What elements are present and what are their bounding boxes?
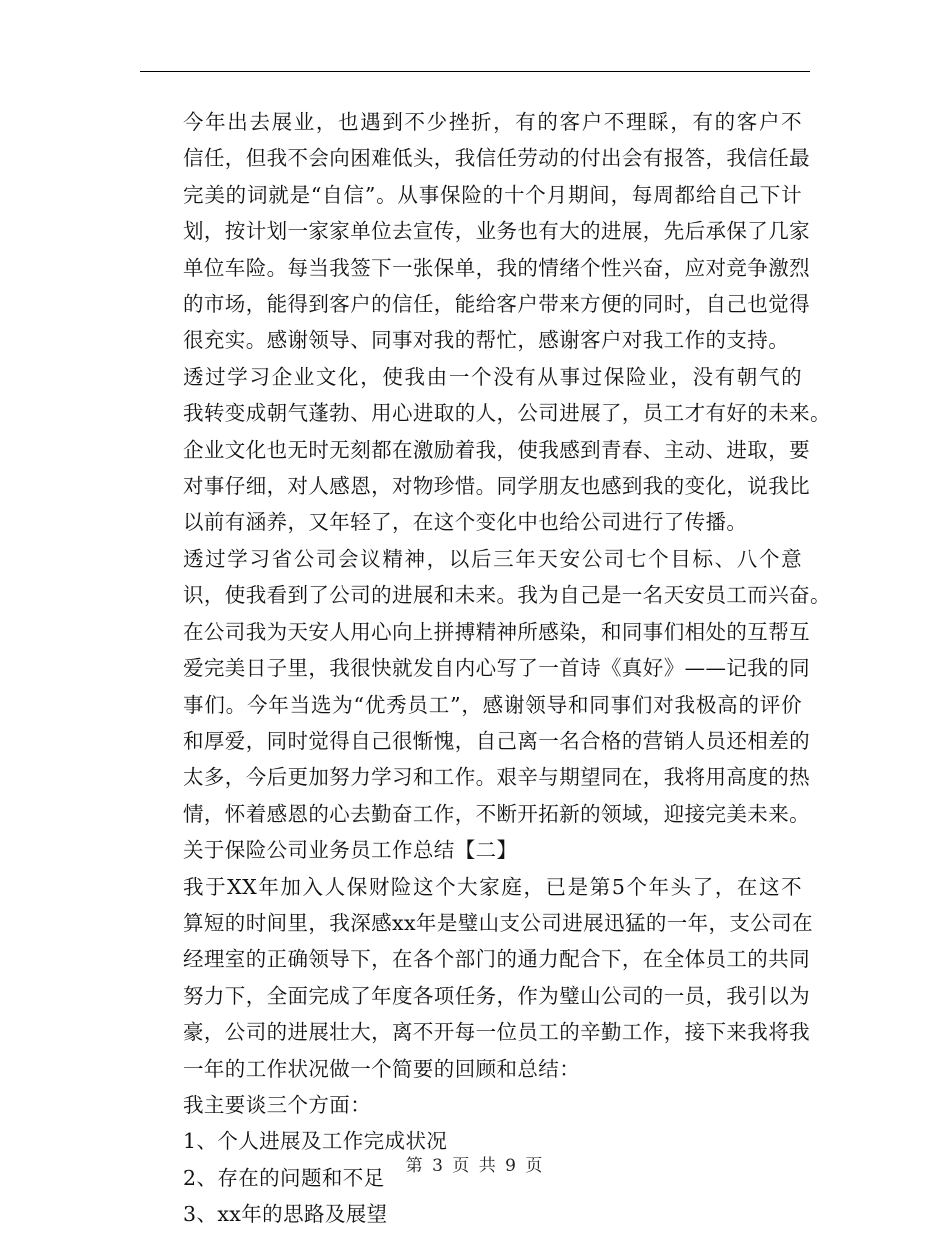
paragraph-line: 算短的时间里，我深感xx年是璧山支公司进展迅猛的一年，支公司在	[183, 910, 814, 935]
paragraph-line: 的市场，能得到客户的信任，能给客户带来方便的同时，自己也觉得	[183, 292, 810, 317]
paragraph-line: 太多，今后更加努力学习和工作。艰辛与期望同在，我将用高度的热	[183, 765, 810, 790]
paragraph-line: 识，使我看到了公司的进展和未来。我为自己是一名天安员工而兴奋。	[183, 583, 831, 608]
header-rule	[140, 71, 810, 72]
paragraph	[142, 1087, 802, 1123]
paragraph-line: 划，按计划一家家单位去宣传，业务也有大的进展，先后承保了几家	[183, 219, 810, 244]
paragraph-line: 情，怀着感恩的心去勤奋工作，不断开拓新的领域，迎接完美未来。	[183, 801, 810, 826]
paragraph-container	[142, 104, 831, 1123]
paragraph-line: 豪，公司的进展壮大，离不开每一位员工的辛勤工作，接下来我将我	[183, 1020, 810, 1045]
paragraph-line: 透过学习省公司会议精神，以后三年天安公司七个目标、八个意	[183, 546, 802, 571]
list-item: 2、存在的问题和不足	[183, 1165, 385, 1190]
document-body	[142, 104, 831, 1233]
paragraph-line: 和厚爱，同时觉得自己很惭愧，自己离一名合格的营销人员还相差的	[183, 728, 810, 753]
paragraph	[142, 832, 802, 868]
paragraph-line: 信任，但我不会向困难低头，我信任劳动的付出会有报答，我信任最	[183, 146, 810, 171]
paragraph-line: 我主要谈三个方面：	[183, 1092, 372, 1117]
paragraph-line: 对事仔细，对人感恩，对物珍惜。同学朋友也感到我的变化，说我比	[183, 474, 810, 499]
paragraph-line: 企业文化也无时无刻都在激励着我，使我感到青春、主动、进取，要	[183, 437, 810, 462]
paragraph-line: 在公司我为天安人用心向上拼搏精神所感染，和同事们相处的互帮互	[183, 619, 810, 644]
paragraph-line: 透过学习企业文化，使我由一个没有从事过保险业，没有朝气的	[183, 364, 802, 389]
paragraph-line: 爱完美日子里，我很快就发自内心写了一首诗《真好》——记我的同	[183, 656, 810, 681]
topic-list	[142, 1123, 802, 1232]
list-item: 3、xx年的思路及展望	[183, 1202, 388, 1227]
paragraph	[142, 359, 831, 541]
paragraph-line: 关于保险公司业务员工作总结【二】	[183, 838, 518, 863]
paragraph-line: 以前有涵养，又年轻了，在这个变化中也给公司进行了传播。	[183, 510, 748, 535]
paragraph-line: 很充实。感谢领导、同事对我的帮忙，感谢客户对我工作的支持。	[183, 328, 790, 353]
paragraph-line: 完美的词就是“自信”。从事保险的十个月期间，每周都给自己下计	[183, 182, 802, 207]
paragraph-line: 努力下，全面完成了年度各项任务，作为璧山公司的一员，我引以为	[183, 983, 810, 1008]
paragraph-line: 我转变成朝气蓬勃、用心进取的人，公司进展了，员工才有好的未来。	[183, 401, 831, 426]
paragraph-line: 事们。今年当选为“优秀员工”，感谢领导和同事们对我极高的评价	[183, 692, 802, 717]
page-footer: 第 3 页 共 9 页	[405, 1156, 545, 1176]
paragraph-line: 一年的工作状况做一个简要的回顾和总结：	[183, 1056, 581, 1081]
paragraph	[142, 104, 810, 359]
paragraph	[142, 541, 831, 832]
list-item: 1、个人进展及工作完成状况	[183, 1129, 448, 1154]
paragraph-line: 经理室的正确领导下，在各个部门的通力配合下，在全体员工的共同	[183, 947, 810, 972]
paragraph-line: 单位车险。每当我签下一张保单，我的情绪个性兴奋，应对竞争激烈	[183, 255, 810, 280]
paragraph-line: 我于XX年加入人保财险这个大家庭，已是第5个年头了，在这不	[183, 874, 802, 899]
paragraph	[142, 869, 814, 1087]
paragraph-line: 今年出去展业，也遇到不少挫折，有的客户不理睬，有的客户不	[183, 110, 802, 134]
